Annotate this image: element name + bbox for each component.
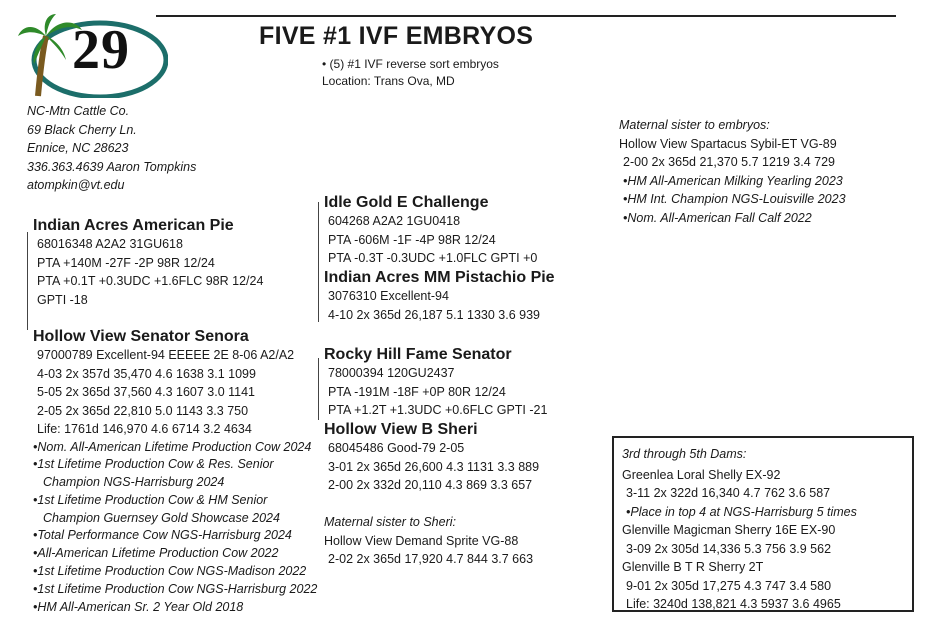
dam-block	[33, 327, 317, 616]
dam-line: 5-05 2x 365d 37,560 4.3 1607 3.0 1141	[37, 385, 256, 399]
pedigree-bracket	[318, 358, 319, 420]
dam-line: 4-03 2x 357d 35,470 4.6 1638 3.1 1099	[37, 366, 256, 381]
sire-line: 68016348 A2A2 31GU618	[37, 237, 183, 251]
embryo-sister-honor: •Nom. All-American Fall Calf 2022	[623, 210, 812, 225]
sheri-sister-record: 2-02 2x 365d 17,920 4.7 844 3.7 663	[328, 552, 534, 566]
dam-honor: •Nom. All-American Lifetime Production Cow 2024	[33, 439, 312, 454]
third-dam-honor: •Place in top 4 at NGS-Harrisburg 5 times	[626, 504, 857, 519]
fifth-dam-name: Glenville B T R Sherry 2T	[622, 560, 764, 574]
dam-honor: Champion NGS-Harrisburg 2024	[43, 475, 225, 490]
dam-honor: Champion Guernsey Gold Showcase 2024	[43, 510, 280, 525]
dam-name: Hollow View Senator Senora	[33, 328, 249, 345]
dam-honor: •HM All-American Sr. 2 Year Old 2018	[33, 599, 244, 614]
fifth-dam-lifetime: Life: 3240d 138,821 4.3 5937 3.6 4965	[626, 597, 841, 611]
dam-honor: •All-American Lifetime Production Cow 2022	[33, 546, 279, 561]
dam-line: 97000789 Excellent-94 EEEEE 2E 8-06 A2/A2	[37, 348, 295, 362]
consignor-email: atompkin@vt.edu	[27, 178, 125, 192]
sheri-sister-name: Hollow View Demand Sprite VG-88	[324, 533, 519, 548]
deep-dams-box	[612, 436, 914, 612]
consignor-block	[27, 102, 196, 195]
pedigree-bracket	[27, 232, 28, 330]
sire-sire-line: 604268 A2A2 1GU0418	[328, 214, 461, 228]
dam-sire-name: Rocky Hill Fame Senator	[324, 346, 512, 363]
dam-sire-line: PTA -191M -18F +0P 80R 12/24	[328, 384, 506, 399]
sire-sire-block	[324, 193, 537, 268]
dam-honor: •1st Lifetime Production Cow NGS-Harrisburg 2022	[33, 581, 318, 596]
pedigree-bracket	[318, 202, 319, 322]
consignor-line: 69 Black Cherry Ln.	[27, 122, 137, 137]
third-dam-name: Greenlea Loral Shelly EX-92	[622, 467, 781, 482]
deep-dams-content	[622, 445, 857, 614]
consignor-line: NC-Mtn Cattle Co.	[27, 104, 130, 118]
sheri-sister-label: Maternal sister to Sheri:	[324, 515, 456, 529]
offering-bullet: • (5) #1 IVF reverse sort embryos	[322, 57, 499, 71]
sire-line: PTA +0.1T +0.3UDC +1.6FLC 98R 12/24	[37, 274, 264, 288]
sire-sire-line: PTA -606M -1F -4P 98R 12/24	[328, 232, 496, 247]
sire-sire-name: Idle Gold E Challenge	[324, 194, 489, 211]
deep-dams-heading: 3rd through 5th Dams:	[622, 447, 747, 461]
dam-sire-line: PTA +1.2T +1.3UDC +0.6FLC GPTI -21	[328, 403, 548, 417]
fourth-dam-record: 3-09 2x 305d 14,336 5.3 756 3.9 562	[626, 541, 832, 556]
sire-block	[33, 216, 263, 309]
dam-sire-line: 78000394 120GU2437	[328, 366, 455, 380]
third-dam-record: 3-11 2x 322d 16,340 4.7 762 3.6 587	[626, 486, 831, 500]
dam-honor: •1st Lifetime Production Cow & HM Senior	[33, 492, 268, 507]
embryo-sister-block	[619, 116, 846, 227]
dam-honor: •1st Lifetime Production Cow NGS-Madison 2022	[33, 564, 307, 579]
consignor-line: Ennice, NC 28623	[27, 141, 129, 155]
lot-number: 29	[72, 19, 130, 81]
dam-sire-block	[324, 345, 547, 420]
sire-dam-block	[324, 268, 555, 324]
dam-honor: •1st Lifetime Production Cow & Res. Senior	[33, 457, 274, 472]
embryo-sister-record: 2-00 2x 365d 21,370 5.7 1219 3.4 729	[623, 155, 835, 169]
dam-dam-line: 2-00 2x 332d 20,110 4.3 869 3.3 657	[328, 478, 533, 492]
fifth-dam-record: 9-01 2x 305d 17,275 4.3 747 3.4 580	[626, 578, 832, 593]
dam-line: 2-05 2x 365d 22,810 5.0 1143 3.3 750	[37, 403, 249, 418]
sire-line: GPTI -18	[37, 292, 88, 307]
sheri-sister-block	[324, 513, 533, 569]
embryo-sister-label: Maternal sister to embryos:	[619, 118, 770, 132]
dam-honor: •Total Performance Cow NGS-Harrisburg 2024	[33, 528, 292, 543]
location: Location: Trans Ova, MD	[322, 74, 455, 88]
embryo-sister-honor: •HM All-American Milking Yearling 2023	[623, 173, 843, 188]
dam-dam-name: Hollow View B Sheri	[324, 421, 478, 438]
sire-dam-line: 4-10 2x 365d 26,187 5.1 1330 3.6 939	[328, 307, 540, 322]
embryo-sister-name: Hollow View Spartacus Sybil-ET VG-89	[619, 136, 837, 151]
sire-dam-line: 3076310 Excellent-94	[328, 289, 449, 303]
sire-line: PTA +140M -27F -2P 98R 12/24	[37, 255, 215, 270]
dam-dam-block	[324, 420, 539, 495]
consignor-line: 336.363.4639 Aaron Tompkins	[27, 159, 197, 174]
dam-dam-line: 3-01 2x 365d 26,600 4.3 1131 3.3 889	[328, 459, 540, 474]
dam-lifetime: Life: 1761d 146,970 4.6 6714 3.2 4634	[37, 422, 252, 436]
header-rule	[156, 15, 896, 17]
sire-sire-line: PTA -0.3T -0.3UDC +1.0FLC GPTI +0	[328, 251, 538, 265]
sire-name: Indian Acres American Pie	[33, 217, 234, 234]
fourth-dam-name: Glenville Magicman Sherry 16E EX-90	[622, 523, 836, 537]
sire-dam-name: Indian Acres MM Pistachio Pie	[324, 269, 555, 286]
dam-dam-line: 68045486 Good-79 2-05	[328, 441, 465, 455]
embryo-sister-honor: •HM Int. Champion NGS-Louisville 2023	[623, 192, 846, 206]
page-title: FIVE #1 IVF EMBRYOS	[259, 22, 534, 50]
